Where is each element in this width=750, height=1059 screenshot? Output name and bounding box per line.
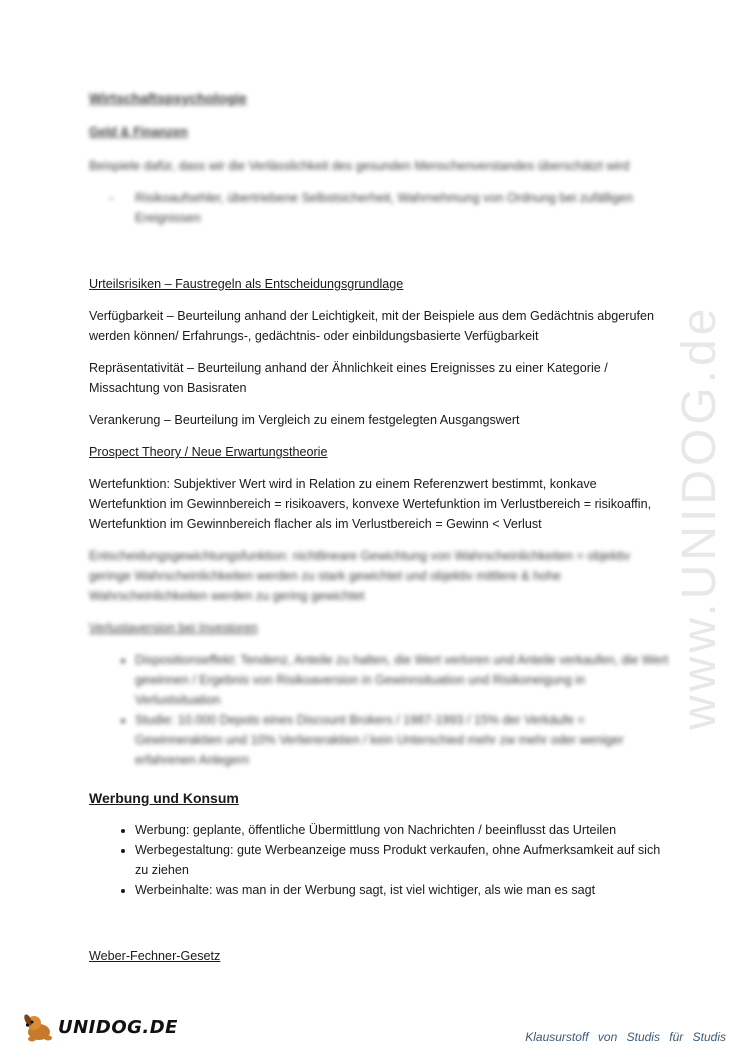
footer-tagline: Klausurstoff von Studis für Studis — [525, 1030, 726, 1044]
werbung-bullet-list — [89, 820, 669, 900]
logo-wordmark: UNIDOG.DE — [58, 1016, 178, 1038]
blurred-bullet-list — [89, 650, 669, 770]
watermark-text: www.UNIDOG.de — [673, 304, 726, 730]
list-item: • Werbegestaltung: gute Werbeanzeige muss Produkt verkaufen, ohne Aufmerksamkeit auf sich zu ziehen — [135, 840, 669, 880]
section-heading-werbung: Werbung und Konsum — [89, 790, 239, 806]
list-item: • Dispositionseffekt: Tendenz, Anteile zu halten, die Wert verloren und Anteile verkaufen, die Wert gewinnen / Ergebnis von Risikoaversion in Gewinnsituation und Risikoneigung in Verlustsituation — [135, 650, 669, 710]
paragraph-verankerung: Verankerung – Beurteilung im Vergleich zu einem festgelegten Ausgangswert — [89, 413, 520, 427]
paragraph-wertefunktion: Wertefunktion: Subjektiver Wert wird in Relation zu einem Referenzwert bestimmt, konkave Wertefunktion im Gewinnbereich = risikoavers, konvexe Wertefunktion im Verlustbereich = risikoaffin, Wertefunktion im Gewinnbereich flacher als im Verlustbereich = Gewinn < Verlust — [89, 477, 652, 531]
paragraph-repraesentativitaet: Repräsentativität – Beurteilung anhand der Ähnlichkeit eines Ereignisses zu einer Kategorie / Missachtung von Basisraten — [89, 361, 608, 395]
blurred-intro: Beispiele dafür, dass wir die Verlässlichkeit des gesunden Menschenverstandes überschätzt wird — [89, 159, 630, 173]
page-title: Wirtschaftspsychologie — [89, 90, 247, 106]
blurred-heading-verlustaversion: Verlustaversion bei Investoren — [89, 621, 258, 635]
subtitle: Geld & Finanzen — [89, 125, 188, 139]
paragraph-verfuegbarkeit: Verfügbarkeit – Beurteilung anhand der Leichtigkeit, mit der Beispiele aus dem Gedächtnis abgerufen werden können/ Erfahrungs-, gedächtnis- oder einbildungsbasierte Verfügbarkeit — [89, 309, 654, 343]
list-item: - Risikoaufsehler, übertriebene Selbstsicherheit, Wahrnehmung von Ordnung bei zufälligen Ereignissen — [135, 188, 669, 228]
footer-logo[interactable] — [22, 1012, 178, 1042]
section-heading-urteilsrisiken: Urteilsrisiken – Faustregeln als Entscheidungsgrundlage — [89, 277, 404, 291]
blurred-paragraph-gewichtung: Entscheidungsgewichtungsfunktion: nichtlineare Gewichtung von Wahrscheinlichkeiten = objektiv geringe Wahrscheinlichkeiten werden zu stark gewichtet und objektiv mittlere & hohe Wahrscheinlichkeiten werden zu gering gewichtet — [89, 549, 631, 603]
section-heading-prospect-theory: Prospect Theory / Neue Erwartungstheorie — [89, 445, 328, 459]
list-item: • Werbeinhalte: was man in der Werbung sagt, ist viel wichtiger, als wie man es sagt — [135, 880, 669, 900]
section-heading-weber-fechner: Weber-Fechner-Gesetz — [89, 949, 221, 963]
document-body — [89, 88, 669, 978]
list-item: • Werbung: geplante, öffentliche Übermittlung von Nachrichten / beeinflusst das Urteilen — [135, 820, 669, 840]
blurred-dash-list — [89, 188, 669, 228]
dog-mascot-icon — [22, 1012, 56, 1042]
list-item: • Studie: 10.000 Depots eines Discount Brokers / 1987-1993 / 15% der Verkäufe = Gewinneraktien und 10% Verliereraktien / kein Unterschied mehr zw mehr oder weniger erfahrenen Anlegern — [135, 710, 669, 770]
